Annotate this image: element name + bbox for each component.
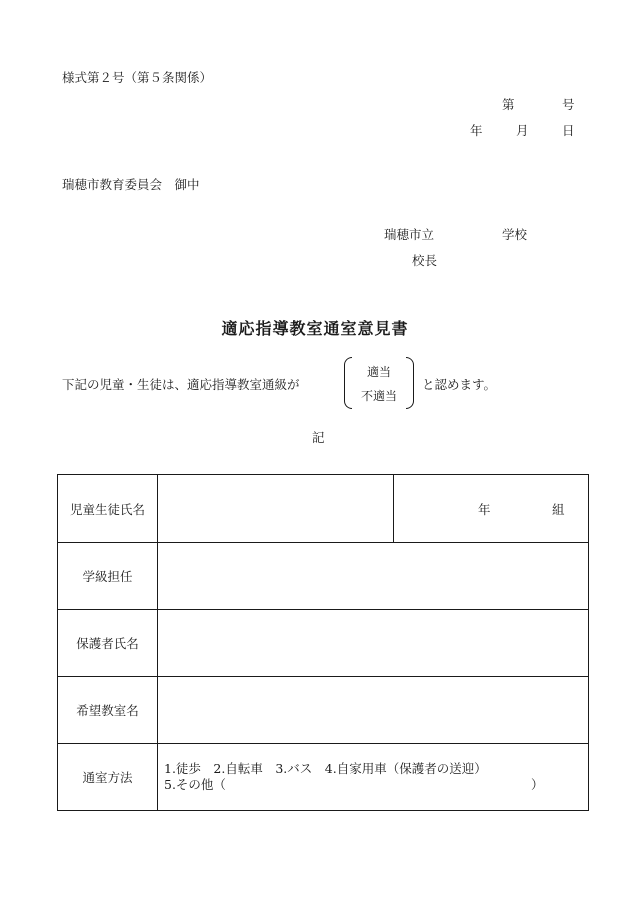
student-name-label: 児童生徒氏名 [58, 475, 158, 543]
sender-principal: 校長 [412, 253, 438, 268]
school-prefix: 瑞穂市立 [384, 227, 435, 242]
grade-class-label: 組 [552, 502, 565, 517]
table-row [58, 744, 589, 811]
number-prefix: 第 [502, 97, 515, 112]
ki-marker: 記 [312, 430, 325, 445]
statement-tail: と認めます。 [422, 377, 497, 392]
commute-other-close: ） [531, 777, 544, 792]
commute-options-line1: 1.徒歩 2.自転車 3.バス 4.自家用車（保護者の送迎） [164, 761, 487, 776]
commute-options[interactable] [158, 744, 589, 811]
document-number [470, 95, 580, 111]
homeroom-teacher-field[interactable] [158, 543, 589, 610]
addressee: 瑞穂市教育委員会 御中 [62, 177, 200, 192]
desired-room-label: 希望教室名 [58, 677, 158, 744]
number-suffix: 号 [562, 97, 575, 112]
grade-class-field[interactable] [394, 475, 589, 543]
commute-options-line2 [164, 777, 588, 793]
date-month: 月 [516, 123, 529, 138]
table-row [58, 677, 589, 744]
option-inappropriate: 不適当 [360, 389, 397, 403]
desired-room-field[interactable] [158, 677, 589, 744]
sender-school [384, 225, 528, 243]
statement-lead: 下記の児童・生徒は、適応指導教室通級が [62, 377, 300, 392]
grade-year-label: 年 [478, 502, 491, 517]
appropriateness-choice [344, 357, 414, 409]
homeroom-teacher-label: 学級担任 [58, 543, 158, 610]
form-number: 様式第２号（第５条関係） [62, 70, 213, 85]
option-appropriate: 適当 [366, 365, 391, 379]
guardian-name-label: 保護者氏名 [58, 610, 158, 677]
student-name-field[interactable] [158, 475, 394, 543]
school-word: 学校 [502, 227, 528, 242]
document-date [470, 121, 580, 137]
date-year: 年 [470, 123, 483, 138]
table-row [58, 543, 589, 610]
commute-label: 通室方法 [58, 744, 158, 811]
table-row [58, 610, 589, 677]
document-title: 適応指導教室通室意見書 [221, 319, 409, 338]
table-row [58, 475, 589, 543]
info-table [57, 474, 589, 811]
date-day: 日 [562, 123, 575, 138]
guardian-name-field[interactable] [158, 610, 589, 677]
commute-other-open: 5.その他（ [164, 777, 226, 792]
